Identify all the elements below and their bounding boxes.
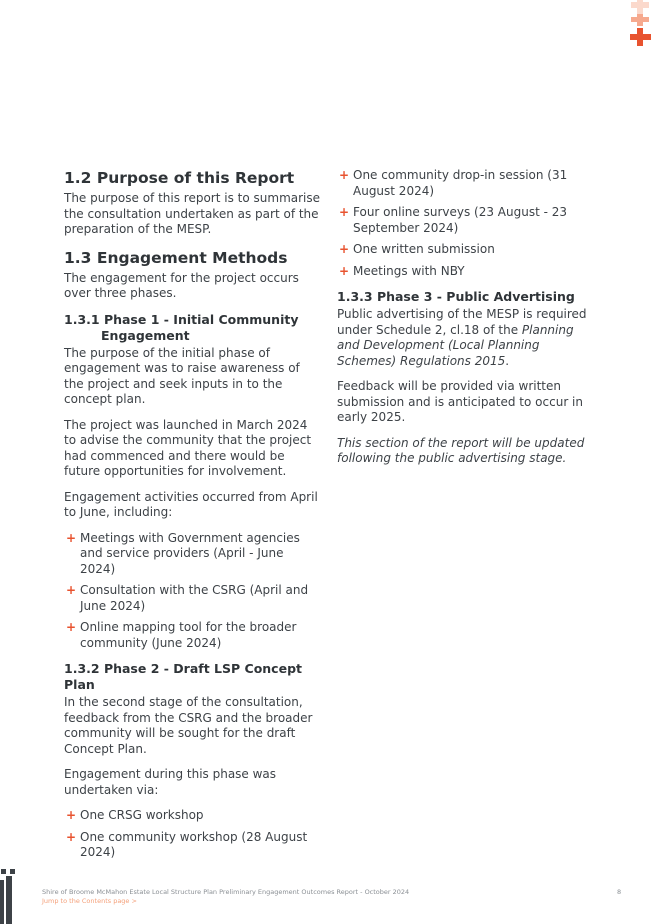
list-item: + One community drop-in session (31 August 2024) xyxy=(339,168,568,198)
section-1-2-heading: 1.2 Purpose of this Report xyxy=(64,169,295,187)
section-1-3-3-paragraph-1: Public advertising of the MESP is required under Schedule 2, cl.18 of the Planning and Development (Local Planning Schemes) Regulations 2015. xyxy=(337,307,587,368)
list-item: + One community workshop (28 August 2024) xyxy=(66,829,308,859)
plus-bullet-icon: + xyxy=(66,583,77,597)
section-1-3-heading: 1.3 Engagement Methods xyxy=(64,248,288,267)
list-item: + Online mapping tool for the broader community (June 2024) xyxy=(66,620,297,650)
section-1-3-2-paragraph-2: Engagement during this phase was undertaken via: xyxy=(64,767,277,797)
plus-bullet-icon: + xyxy=(66,808,77,822)
section-1-3-3-heading: 1.3.3 Phase 3 - Public Advertising xyxy=(337,289,575,304)
right-column xyxy=(337,168,587,477)
section-1-3-3-note: This section of the report will be updated following the public advertising stage. xyxy=(337,435,585,465)
plus-bullet-icon: + xyxy=(339,263,350,278)
phase-2-activities-list xyxy=(64,808,320,861)
section-1-3-1-paragraph-3: Engagement activities occurred from April to June, including: xyxy=(64,489,318,519)
section-1-3-2-heading: 1.3.2 Phase 2 - Draft LSP Concept Plan xyxy=(64,661,302,692)
left-column xyxy=(64,168,320,871)
plus-bullet-icon: + xyxy=(339,205,350,219)
list-item: + One written submission xyxy=(339,242,495,256)
footer-document-title: Shire of Broome McMahon Estate Local Structure Plan Preliminary Engagement Outcomes Report - October 2024 xyxy=(42,888,410,896)
phase-1-activities-list xyxy=(64,531,320,652)
footer-logo-mark xyxy=(0,868,18,924)
section-1-3-2-paragraph-1: In the second stage of the consultation, feedback from the CSRG and the broader community will be sought for the draft Concept Plan. xyxy=(64,695,313,756)
plus-bullet-icon: + xyxy=(339,242,350,256)
list-item: + Four online surveys (23 August - 23 September 2024) xyxy=(339,205,568,235)
corner-cross-decoration xyxy=(628,0,653,50)
footer xyxy=(42,888,409,906)
section-1-3-3-paragraph-2: Feedback will be provided via written submission and is anticipated to occur in early 2025. xyxy=(337,379,583,424)
list-item: + One CRSG workshop xyxy=(66,808,204,822)
section-1-3-1-paragraph-2: The project was launched in March 2024 to advise the community that the project had commenced and there would be future opportunities for involvement. xyxy=(64,417,312,478)
section-1-3-1-heading: 1.3.1 Phase 1 - Initial Community Engagement xyxy=(64,311,299,343)
section-1-3-1-paragraph-1: The purpose of the initial phase of engagement was to raise awareness of the project and seek inputs in to the concept plan. xyxy=(64,345,300,406)
plus-bullet-icon: + xyxy=(339,168,350,182)
section-1-3-paragraph: The engagement for the project occurs over three phases. xyxy=(64,270,299,300)
contents-link[interactable]: Jump to the Contents page > xyxy=(42,897,137,905)
list-item: + Meetings with NBY xyxy=(339,263,465,278)
list-item: + Consultation with the CSRG (April and June 2024) xyxy=(66,583,309,613)
phase-2-activities-list-continued xyxy=(337,168,587,279)
section-1-2-paragraph: The purpose of this report is to summarise the consultation undertaken as part of the preparation of the MESP. xyxy=(64,191,321,236)
page-number: 8 xyxy=(617,888,622,896)
plus-bullet-icon: + xyxy=(66,829,77,844)
list-item: + Meetings with Government agencies and service providers (April - June 2024) xyxy=(66,530,300,576)
plus-bullet-icon: + xyxy=(66,620,77,634)
plus-bullet-icon: + xyxy=(66,530,77,545)
